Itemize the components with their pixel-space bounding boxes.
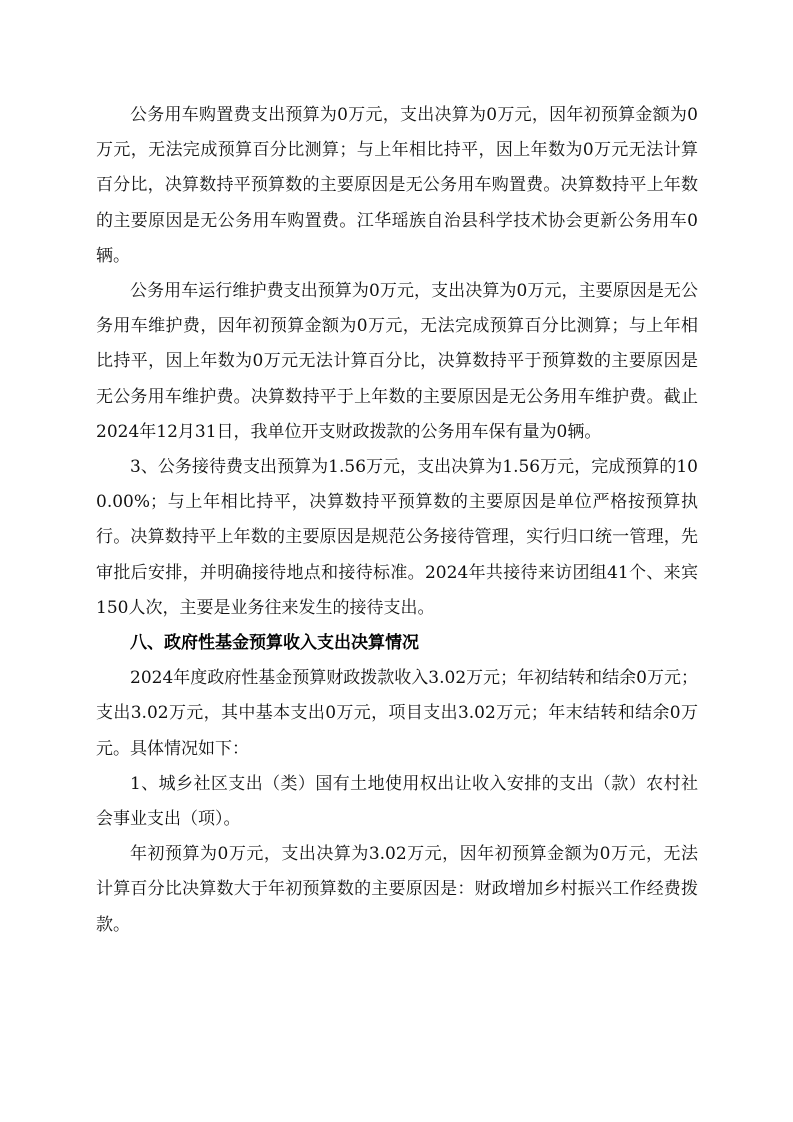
- paragraph-fund-item-1-detail: 年初预算为0万元，支出决算为3.02万元，因年初预算金额为0万元，无法计算百分比决算数大于年初预算数的主要原因是：财政增加乡村振兴工作经费拨款。: [96, 844, 698, 935]
- paragraph-vehicle-purchase: 公务用车购置费支出预算为0万元，支出决算为0万元，因年初预算金额为0万元，无法完成预算百分比测算；与上年相比持平，因上年数为0万元无法计算百分比，决算数持平预算数的主要原因是无公务用车购置费。决算数持平上年数的主要原因是无公务用车购置费。江华瑶族自治县科学技术协会更新公务用车0辆。: [96, 105, 698, 266]
- document-page: [96, 98, 698, 943]
- paragraph-reception-expense: 3、公务接待费支出预算为1.56万元，支出决算为1.56万元，完成预算的100.00%；与上年相比持平，决算数持平预算数的主要原因是单位严格按预算执行。决算数持平上年数的主要原因是规范公务接待管理，实行归口统一管理，先审批后安排，并明确接待地点和接待标准。2024年共接待来访团组41个、来宾150人次，主要是业务往来发生的接待支出。: [96, 457, 698, 618]
- paragraph-vehicle-maintenance: 公务用车运行维护费支出预算为0万元，支出决算为0万元，主要原因是无公务用车维护费，因年初预算金额为0万元，无法完成预算百分比测算；与上年相比持平，因上年数为0万元无法计算百分比，决算数持平于预算数的主要原因是无公务用车维护费。决算数持平于上年数的主要原因是无公务用车维护费。截止2024年12月31日，我单位开支财政拨款的公务用车保有量为0辆。: [96, 281, 698, 442]
- paragraph-fund-summary: 2024年度政府性基金预算财政拨款收入3.02万元；年初结转和结余0万元；支出3.02万元，其中基本支出0万元，项目支出3.02万元；年末结转和结余0万元。具体情况如下：: [96, 668, 698, 759]
- section-heading-government-fund: 八、政府性基金预算收入支出决算情况: [130, 633, 419, 654]
- paragraph-fund-item-1: 1、城乡社区支出（类）国有土地使用权出让收入安排的支出（款）农村社会事业支出（项）。: [96, 773, 698, 830]
